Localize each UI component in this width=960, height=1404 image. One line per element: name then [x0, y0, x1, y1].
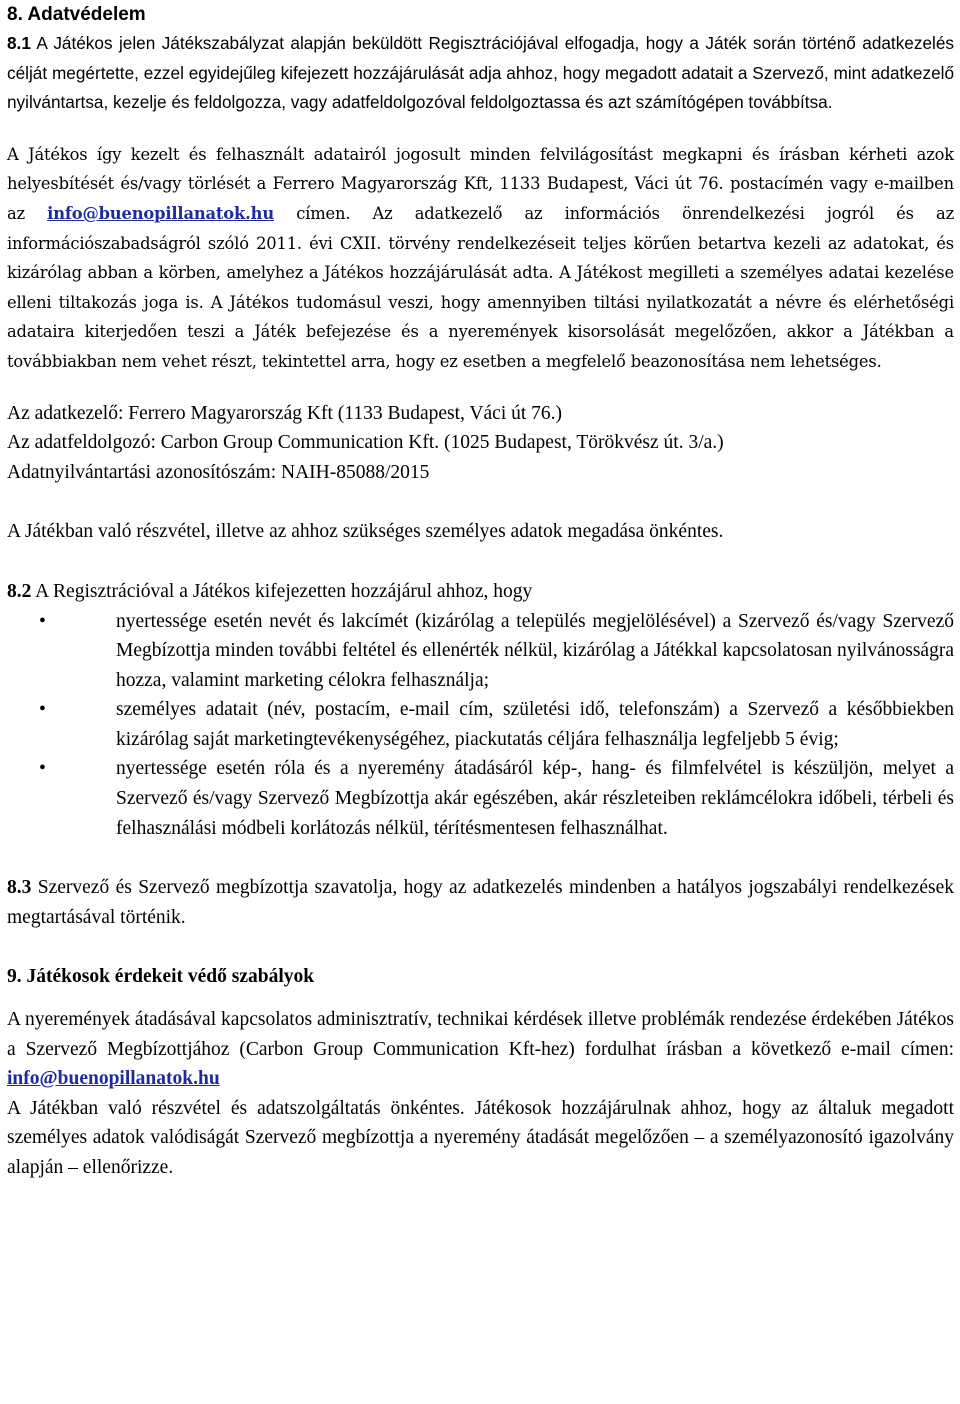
paragraph-8-2-number: 8.2 — [7, 580, 32, 602]
paragraph-8-1-text: A Játékos jelen Játékszabályzat alapján beküldött Regisztrációjával elfogadja, hogy a Játék során történő adatkezelés célját megértette, ezzel egyidejűleg kifejezett hozzájárulását adja ahhoz, hogy megadott adatait a Szervező, mint adatkezelő nyilvántartsa, kezelje és feldolgozza, vagy adatfeldolgozóval feldolgoztassa és azt számítógépen továbbítsa. — [7, 33, 954, 113]
bullet-icon: • — [39, 699, 46, 721]
list-item — [7, 607, 954, 696]
spacer — [7, 992, 954, 1005]
spacer — [7, 118, 954, 140]
list-item-text: személyes adatait (név, postacím, e-mail cím, születési idő, telefonszám) a Szervező a későbbiekben kizárólag saját marketingtevékenységéhez, piackutatás céljára felhasználja legfeljebb 5 évig; — [116, 699, 954, 750]
consent-bullet-list — [7, 607, 954, 844]
bullet-icon: • — [39, 610, 46, 632]
spacer — [7, 932, 954, 962]
paragraph-8-3-number: 8.3 — [7, 877, 32, 899]
rights-email-link[interactable]: info@buenopillanatok.hu — [47, 203, 275, 223]
list-item-text: nyertessége esetén nevét és lakcímét (kizárólag a település megjelölésével) a Szervező és/vagy Szervező Megbízottja minden további feltétel és ellenérték nélkül, kizárólag a Játékkal kapcsolatosan nyilvánosságra hozza, valamint marketing célokra felhasználja; — [116, 610, 954, 691]
paragraph-8-2 — [7, 577, 954, 607]
voluntary-line: A Játékban való részvétel, illetve az ahhoz szükséges személyes adatok megadása önkéntes. — [7, 521, 724, 543]
list-item — [7, 695, 954, 754]
spacer — [7, 547, 954, 577]
list-item-text: nyertessége esetén róla és a nyeremény átadásáról kép-, hang- és filmfelvétel is készüljön, melyet a Szervező és/vagy Szervező Megbízottja akár egészében, akár részleteiben reklámcélokra időbeli, térbeli és felhasználási módbeli korlátozás nélkül, térítésmentesen felhasználhat. — [116, 758, 954, 839]
spacer — [7, 377, 954, 399]
paragraph-8-1 — [7, 29, 954, 118]
registry-id-line: Adatnyilvántartási azonosítószám: NAIH-85088/2015 — [7, 461, 430, 483]
support-email-link[interactable]: info@buenopillanatok.hu — [7, 1068, 220, 1090]
paragraph-8-3 — [7, 873, 954, 932]
spacer — [7, 487, 954, 517]
section-9-paragraph-1-text: A nyeremények átadásával kapcsolatos adminisztratív, technikai kérdések illetve problémák rendezése érdekében Játékos a Szervező Megbízottjához (Carbon Group Communication Kft-hez) fordulhat írásban a következő e-mail címen: — [7, 1009, 954, 1060]
processor-line: Az adatfeldolgozó: Carbon Group Communication Kft. (1025 Budapest, Törökvész út. 3/a.) — [7, 432, 724, 454]
paragraph-8-2-intro: A Regisztrációval a Játékos kifejezetten hozzájárul ahhoz, hogy — [31, 580, 533, 602]
rights-paragraph — [7, 140, 954, 377]
section-9-paragraph-1 — [7, 1005, 954, 1094]
list-item — [7, 754, 954, 843]
bullet-icon: • — [39, 758, 46, 780]
controller-line: Az adatkezelő: Ferrero Magyarország Kft (1133 Budapest, Váci út 76.) — [7, 402, 563, 424]
section-8-heading: 8. Adatvédelem — [7, 4, 146, 25]
paragraph-8-3-text: Szervező és Szervező megbízottja szavatolja, hogy az adatkezelés mindenben a hatályos jogszabályi rendelkezések megtartásával történik. — [7, 877, 954, 928]
rights-text-part-1: A Játékos így kezelt és felhasznált adatairól jogosult minden felvilágosítást megkapni és írásban kérheti azok helyesbítését és/vagy törlését a Ferrero Magyarország Kft, 1133 Budapest, Váci út 76. postacímén vagy e-mailben az — [7, 144, 954, 223]
section-9-heading: 9. Játékosok érdekeit védő szabályok — [7, 966, 315, 988]
section-9-paragraph-2: A Játékban való részvétel és adatszolgáltatás önkéntes. Játékosok hozzájárulnak ahhoz, hogy az általuk megadott személyes adatok valódiságát Szervező megbízottja a nyeremény átadását megelőzően – a személyazonosító igazolvány alapján – ellenőrizze. — [7, 1097, 954, 1178]
rights-text-part-2: címen. Az adatkezelő az információs önrendelkezési jogról és az információszabadságról szóló 2011. évi CXII. törvény rendelkezéseit teljes körűen betartva kezeli az adatokat, és kizárólag abban a körben, amelyhez a Játékos hozzájárulását adta. A Játékost megilleti a személyes adatai kezelése elleni tiltakozás joga is. A Játékos tudomásul veszi, hogy amennyiben tiltási nyilatkozatát a névre és elérhetőségi adataira kiterjedően teszi a Játék befejezése és a nyeremények kisorsolását megelőzően, akkor a Játékban a továbbiakban nem vehet részt, tekintettel arra, hogy ez esetben a megfelelő beazonosítása nem lehetséges. — [7, 203, 954, 371]
paragraph-8-1-number: 8.1 — [7, 33, 31, 53]
spacer — [7, 843, 954, 873]
